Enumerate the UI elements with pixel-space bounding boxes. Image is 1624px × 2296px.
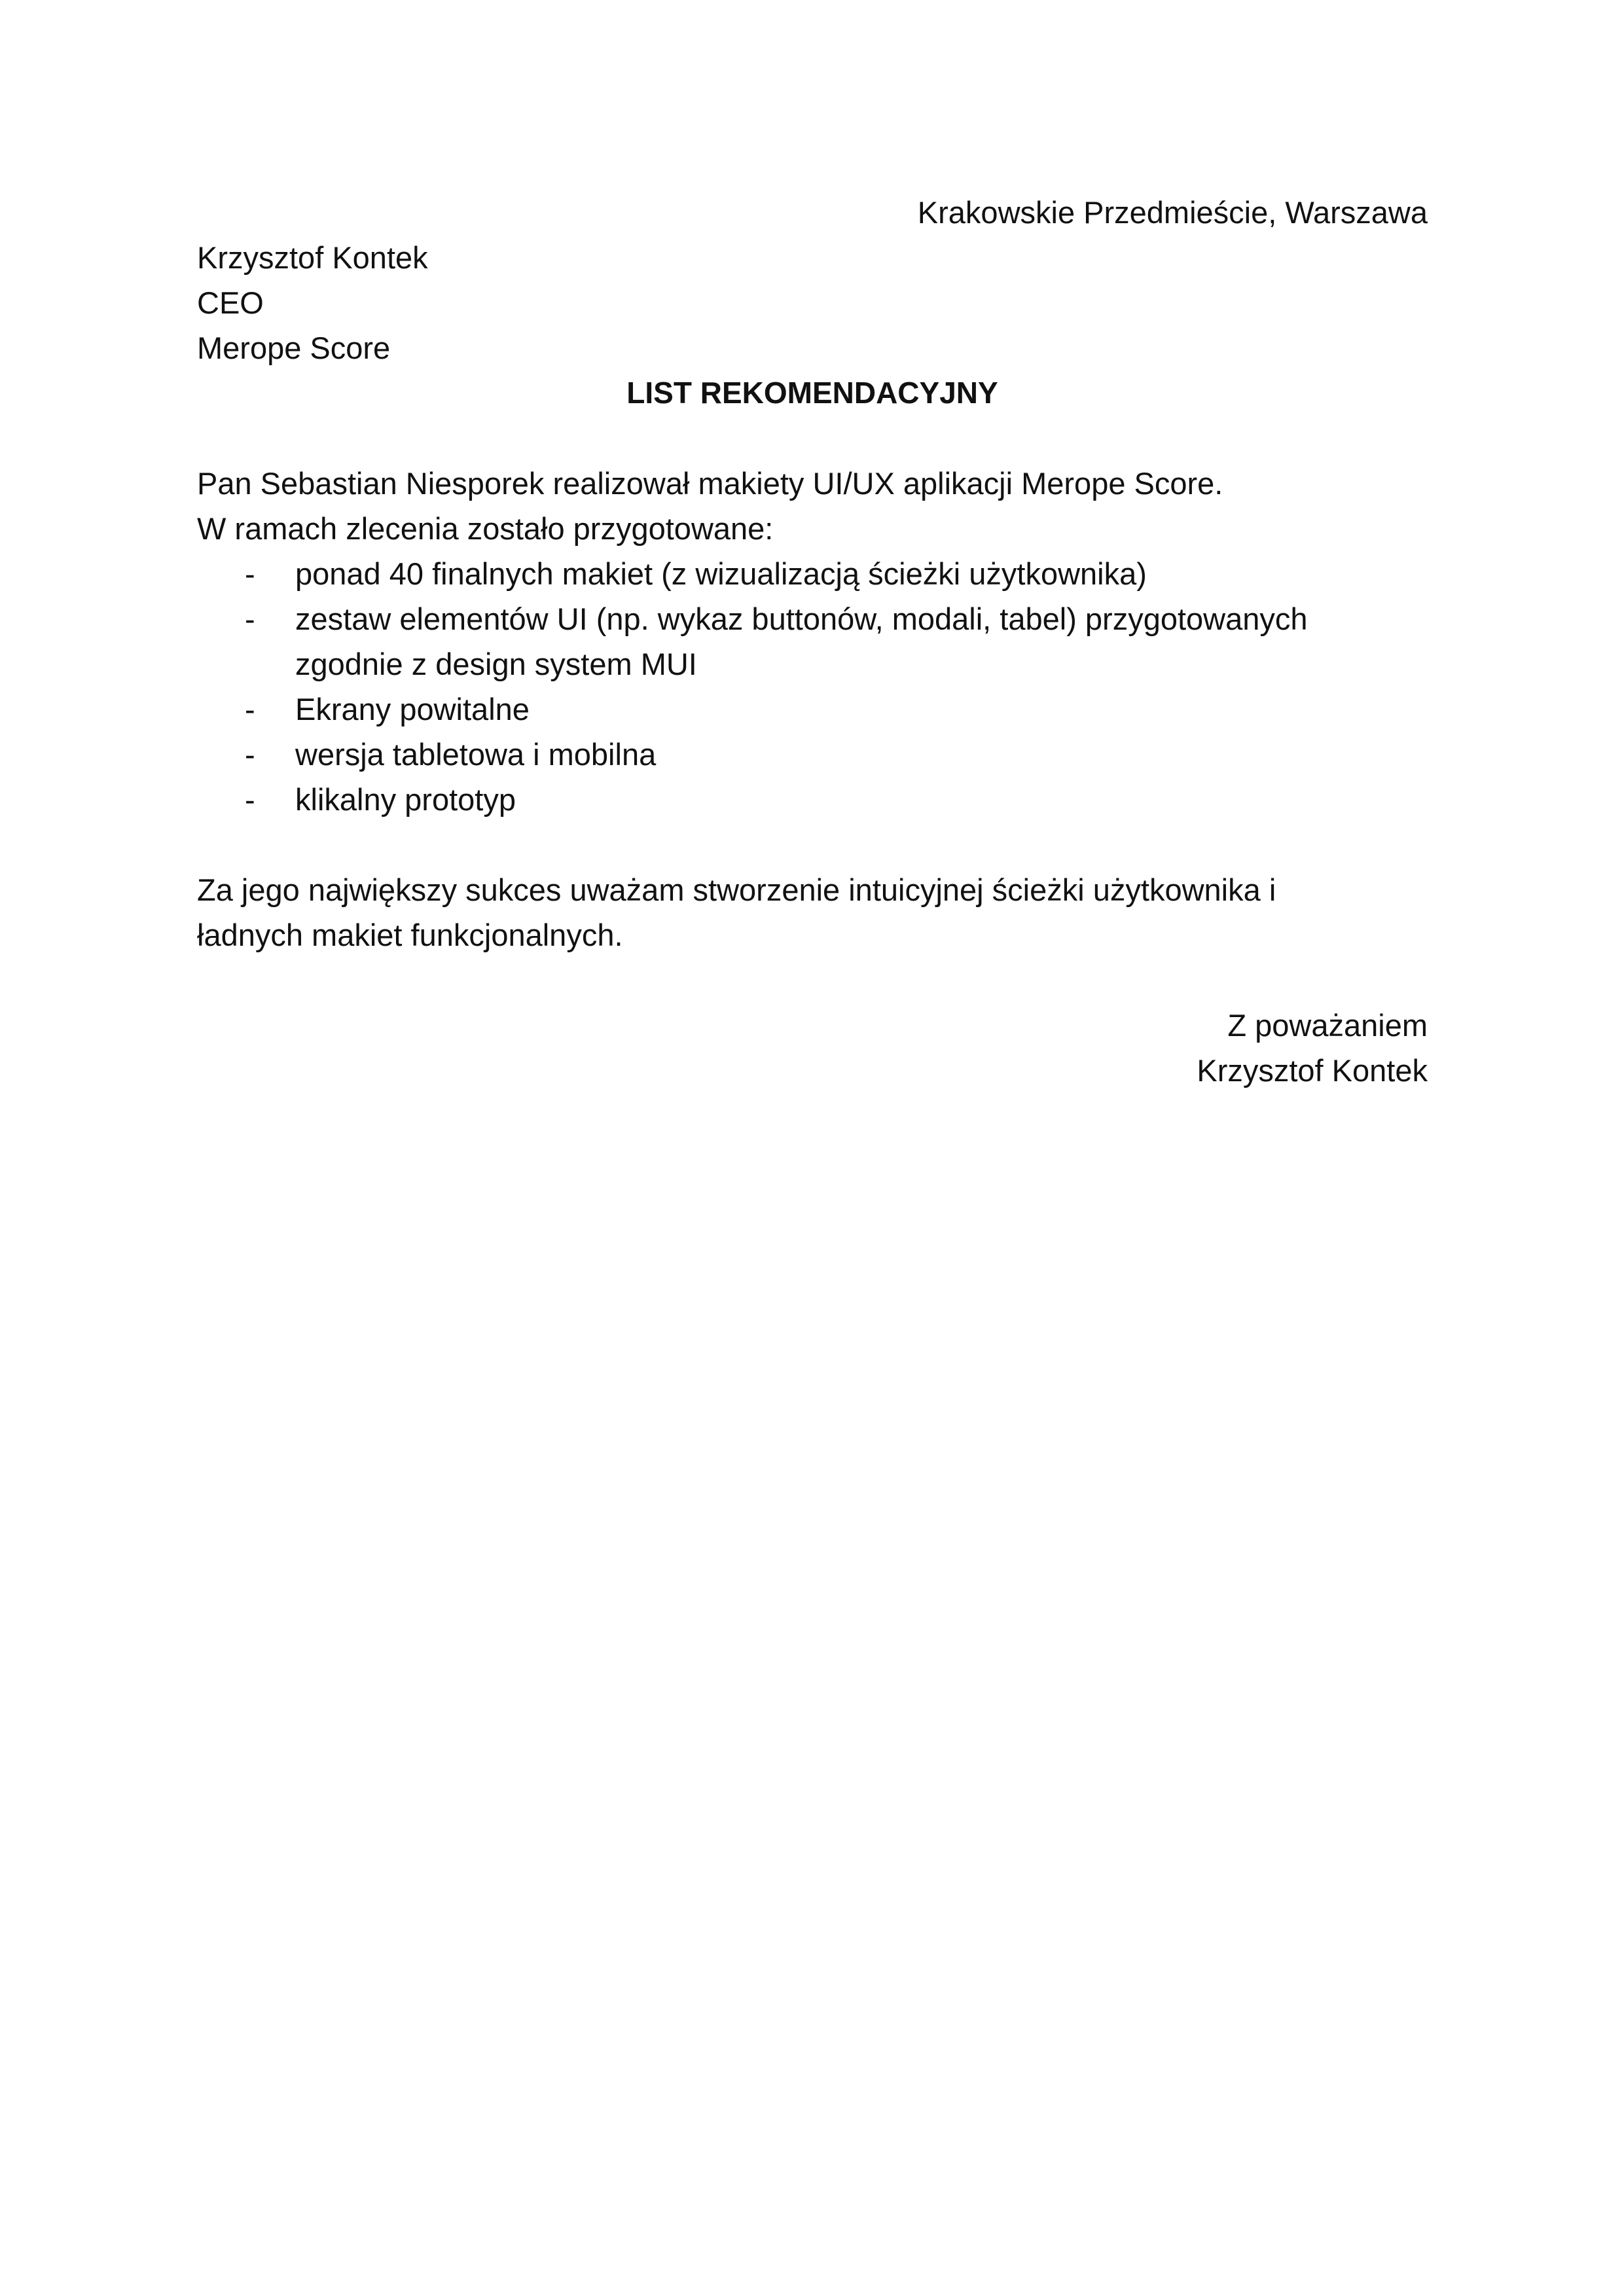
list-item (197, 687, 1428, 732)
list-item-text: Ekrany powitalne (295, 692, 530, 726)
list-item (197, 551, 1428, 596)
signoff-greeting: Z poważaniem (1227, 1008, 1428, 1043)
spacer (197, 822, 1428, 867)
intro-line-1: Pan Sebastian Niesporek realizował makiety UI/UX aplikacji Merope Score. (197, 466, 1223, 501)
spacer (197, 416, 1428, 461)
list-item-text: klikalny prototyp (295, 782, 516, 817)
letter-title: LIST REKOMENDACYJNY (626, 376, 998, 410)
closing-paragraph-line-2: ładnych makiet funkcjonalnych. (197, 918, 623, 952)
list-item (197, 732, 1428, 777)
list-dash: - (245, 737, 255, 772)
list-dash: - (245, 782, 255, 817)
list-item-text: wersja tabletowa i mobilna (295, 737, 657, 772)
deliverables-list (197, 551, 1428, 822)
location-date: Krakowskie Przedmieście, Warszawa (917, 195, 1428, 230)
list-item (197, 596, 1428, 687)
list-item-text: ponad 40 finalnych makiet (z wizualizacją ścieżki użytkownika) (295, 556, 1147, 591)
spacer (197, 958, 1428, 1003)
intro-line-2: W ramach zlecenia zostało przygotowane: (197, 511, 774, 546)
letter-content (197, 190, 1428, 1093)
closing-paragraph-line-1: Za jego największy sukces uważam stworzenie intuicyjnej ścieżki użytkownika i (197, 872, 1276, 907)
sender-name: Krzysztof Kontek (197, 240, 428, 275)
signoff-name: Krzysztof Kontek (1197, 1053, 1428, 1088)
list-dash: - (245, 692, 255, 726)
list-dash: - (245, 601, 255, 636)
sender-company: Merope Score (197, 331, 391, 365)
list-item (197, 777, 1428, 822)
list-dash: - (245, 556, 255, 591)
sender-position: CEO (197, 285, 264, 320)
list-item-text: zestaw elementów UI (np. wykaz buttonów, modali, tabel) przygotowanych zgodnie z design system MUI (295, 601, 1308, 681)
